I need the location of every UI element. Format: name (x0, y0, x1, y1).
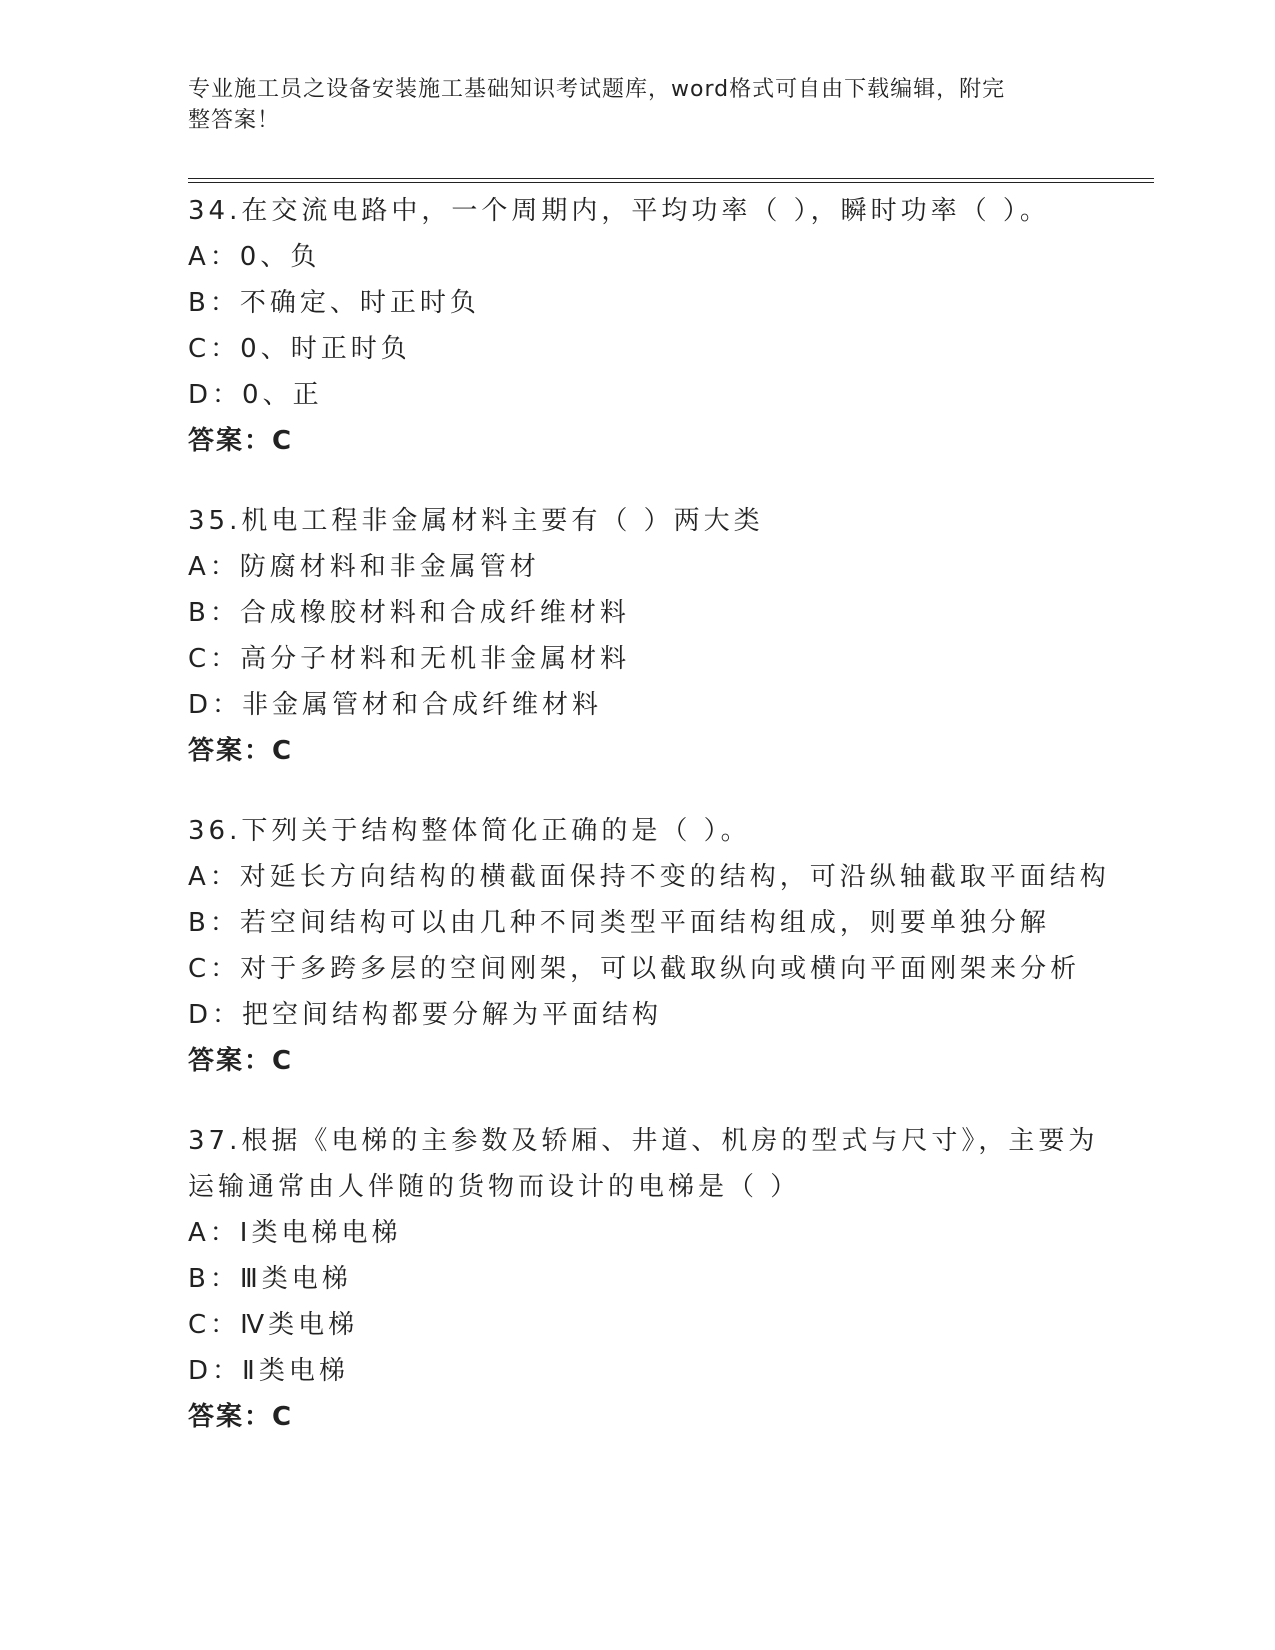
header-divider-top (188, 178, 1154, 179)
question-36 (188, 808, 1110, 1084)
question-stem-line-2: 运输通常由人伴随的货物而设计的电梯是（ ） (188, 1172, 801, 1202)
question-stem: 36.下列关于结构整体简化正确的是（ ）。 (188, 816, 751, 846)
option-c: C：对于多跨多层的空间刚架，可以截取纵向或横向平面刚架来分析 (188, 954, 1081, 984)
option-d: D：0、正 (188, 380, 323, 410)
header-line-2: 整答案！ (188, 108, 281, 133)
answer: 答案：C (188, 1402, 294, 1432)
answer: 答案：C (188, 1046, 294, 1076)
header-line-1: 专业施工员之设备安装施工基础知识考试题库，word格式可自由下载编辑，附完 (188, 77, 1006, 102)
question-stem-line-1: 37.根据《电梯的主参数及轿厢、井道、机房的型式与尺寸》，主要为 (188, 1126, 1099, 1156)
option-c: C：0、时正时负 (188, 334, 411, 364)
option-a: A：0、负 (188, 242, 321, 272)
question-35 (188, 498, 1088, 774)
question-stem: 35.机电工程非金属材料主要有（ ）两大类 (188, 506, 764, 536)
option-d: D：Ⅱ类电梯 (188, 1356, 349, 1386)
option-b: B：若空间结构可以由几种不同类型平面结构组成，则要单独分解 (188, 908, 1050, 938)
option-b: B：不确定、时正时负 (188, 288, 480, 318)
option-d: D：把空间结构都要分解为平面结构 (188, 1000, 663, 1030)
header-divider-bottom (188, 182, 1154, 183)
option-a: A：防腐材料和非金属管材 (188, 552, 540, 582)
option-a: A：Ⅰ类电梯电梯 (188, 1218, 402, 1248)
option-d: D：非金属管材和合成纤维材料 (188, 690, 603, 720)
option-c: C：高分子材料和无机非金属材料 (188, 644, 631, 674)
option-a: A：对延长方向结构的横截面保持不变的结构，可沿纵轴截取平面结构 (188, 862, 1110, 892)
question-34 (188, 188, 1088, 464)
answer: 答案：C (188, 736, 294, 766)
question-37 (188, 1118, 1099, 1440)
option-b: B：Ⅲ类电梯 (188, 1264, 352, 1294)
document-header (188, 74, 1068, 136)
option-c: C：Ⅳ类电梯 (188, 1310, 359, 1340)
question-stem: 34.在交流电路中，一个周期内，平均功率（ ），瞬时功率（ ）。 (188, 196, 1050, 226)
option-b: B：合成橡胶材料和合成纤维材料 (188, 598, 630, 628)
answer: 答案：C (188, 426, 294, 456)
